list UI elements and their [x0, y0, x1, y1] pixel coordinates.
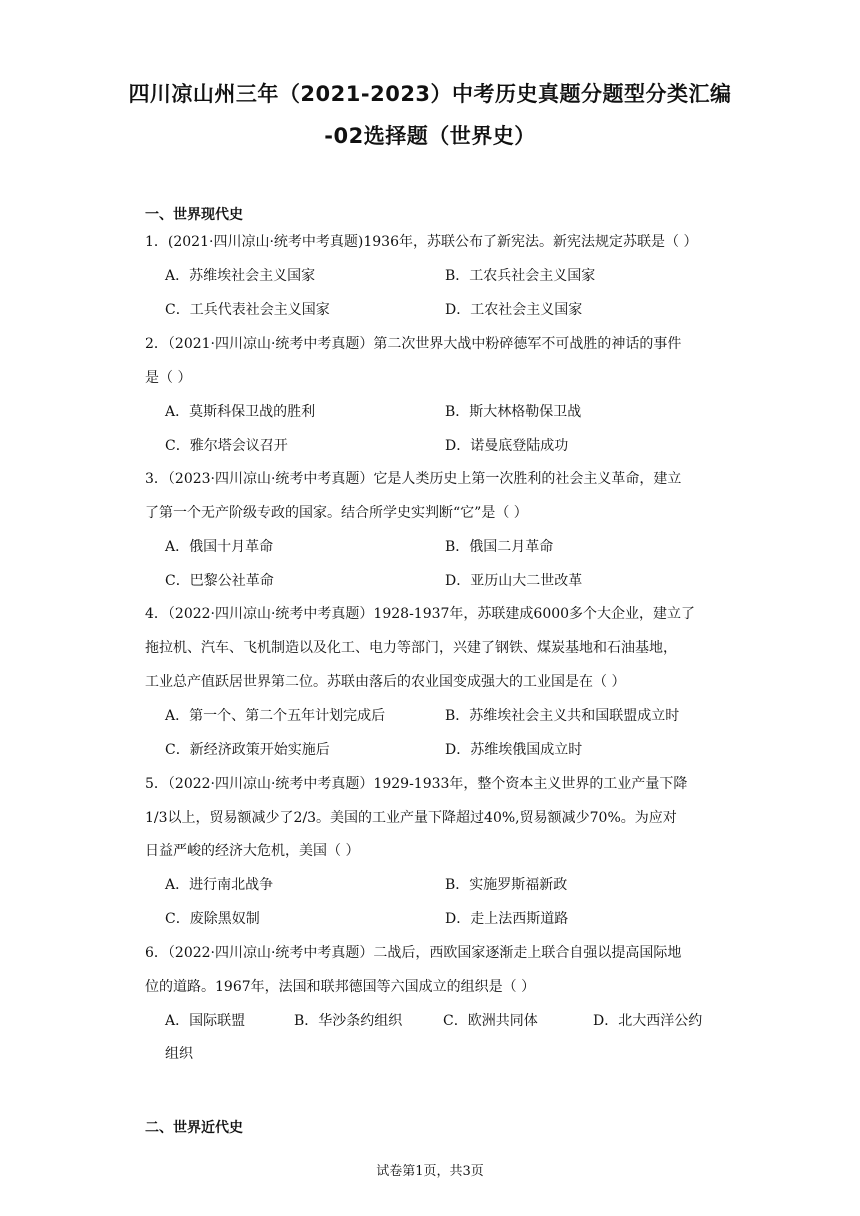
option-d: D．工农社会主义国家: [445, 302, 583, 318]
question-stem-line: 工业总产值跃居世界第二位。苏联由落后的农业国变成强大的工业国是在（ ）: [145, 674, 626, 690]
option-c: C．欧洲共同体: [443, 1013, 538, 1029]
option-a: A．进行南北战争: [165, 877, 274, 893]
question-stem-line: 拖拉机、汽车、飞机制造以及化工、电力等部门，兴建了钢铁、煤炭基地和石油基地，: [145, 640, 677, 656]
question-stem-line: 1/3以上，贸易额减少了2/3。美国的工业产量下降超过40%,贸易额减少70%。为应对: [145, 810, 677, 826]
question-stem-line: 4．（2022·四川凉山·统考中考真题）1928-1937年，苏联建成6000多个大企业，建立了: [145, 606, 696, 622]
option-b: B．华沙条约组织: [294, 1013, 403, 1029]
option-a: A．莫斯科保卫战的胜利: [165, 404, 316, 420]
question-stem-line: 6．（2022·四川凉山·统考中考真题）二战后，西欧国家逐渐走上联合自强以提高国际地: [145, 945, 682, 961]
question-stem-line: 2．（2021·四川凉山·统考中考真题）第二次世界大战中粉碎德军不可战胜的神话的事件: [145, 336, 682, 352]
option-b: B．工农兵社会主义国家: [445, 268, 596, 284]
option-c: C．废除黑奴制: [165, 911, 260, 927]
option-b: B．斯大林格勒保卫战: [445, 404, 582, 420]
option-a: A．俄国十月革命: [165, 539, 274, 555]
option-c: C．工兵代表社会主义国家: [165, 302, 330, 318]
question-stem-line: 3．（2023·四川凉山·统考中考真题）它是人类历史上第一次胜利的社会主义革命，建立: [145, 471, 682, 487]
option-c: C．雅尔塔会议召开: [165, 438, 288, 454]
option-b: B．俄国二月革命: [445, 539, 554, 555]
option-c: C．巴黎公社革命: [165, 573, 274, 589]
option-b: B．实施罗斯福新政: [445, 877, 568, 893]
option-c: C．新经济政策开始实施后: [165, 742, 330, 758]
option-d: D．亚历山大二世改革: [445, 573, 583, 589]
option-d-continuation: 组织: [165, 1046, 193, 1062]
option-a: A．第一个、第二个五年计划完成后: [165, 708, 386, 724]
page-title-line-2: -02选择题（世界史）: [324, 124, 536, 148]
option-d: D．走上法西斯道路: [445, 911, 569, 927]
question-stem-line: 日益严峻的经济大危机，美国（ ）: [145, 843, 360, 859]
option-b: B．苏维埃社会主义共和国联盟成立时: [445, 708, 680, 724]
page-footer: 试卷第1页，共3页: [376, 1164, 484, 1179]
option-d: D．诺曼底登陆成功: [445, 438, 569, 454]
option-a: A．苏维埃社会主义国家: [165, 268, 316, 284]
question-stem-line: 1．(2021·四川凉山·统考中考真题)1936年，苏联公布了新宪法。新宪法规定苏联是（ ）: [145, 234, 698, 250]
option-d: D．北大西洋公约: [593, 1013, 703, 1029]
question-stem-line: 了第一个无产阶级专政的国家。结合所学史实判断“它”是（ ）: [145, 505, 528, 521]
page-title-line-1: 四川凉山州三年（2021-2023）中考历史真题分题型分类汇编: [128, 82, 732, 106]
question-stem-line: 位的道路。1967年，法国和联邦德国等六国成立的组织是（ ）: [145, 979, 536, 995]
option-a: A．国际联盟: [165, 1013, 246, 1029]
option-d: D．苏维埃俄国成立时: [445, 742, 583, 758]
section-heading-modern: 一、世界现代史: [145, 207, 243, 223]
question-stem-line: 是（ ）: [145, 370, 192, 386]
section-heading-early-modern: 二、世界近代史: [145, 1120, 243, 1136]
question-stem-line: 5．（2022·四川凉山·统考中考真题）1929-1933年，整个资本主义世界的工业产量下降: [145, 776, 688, 792]
